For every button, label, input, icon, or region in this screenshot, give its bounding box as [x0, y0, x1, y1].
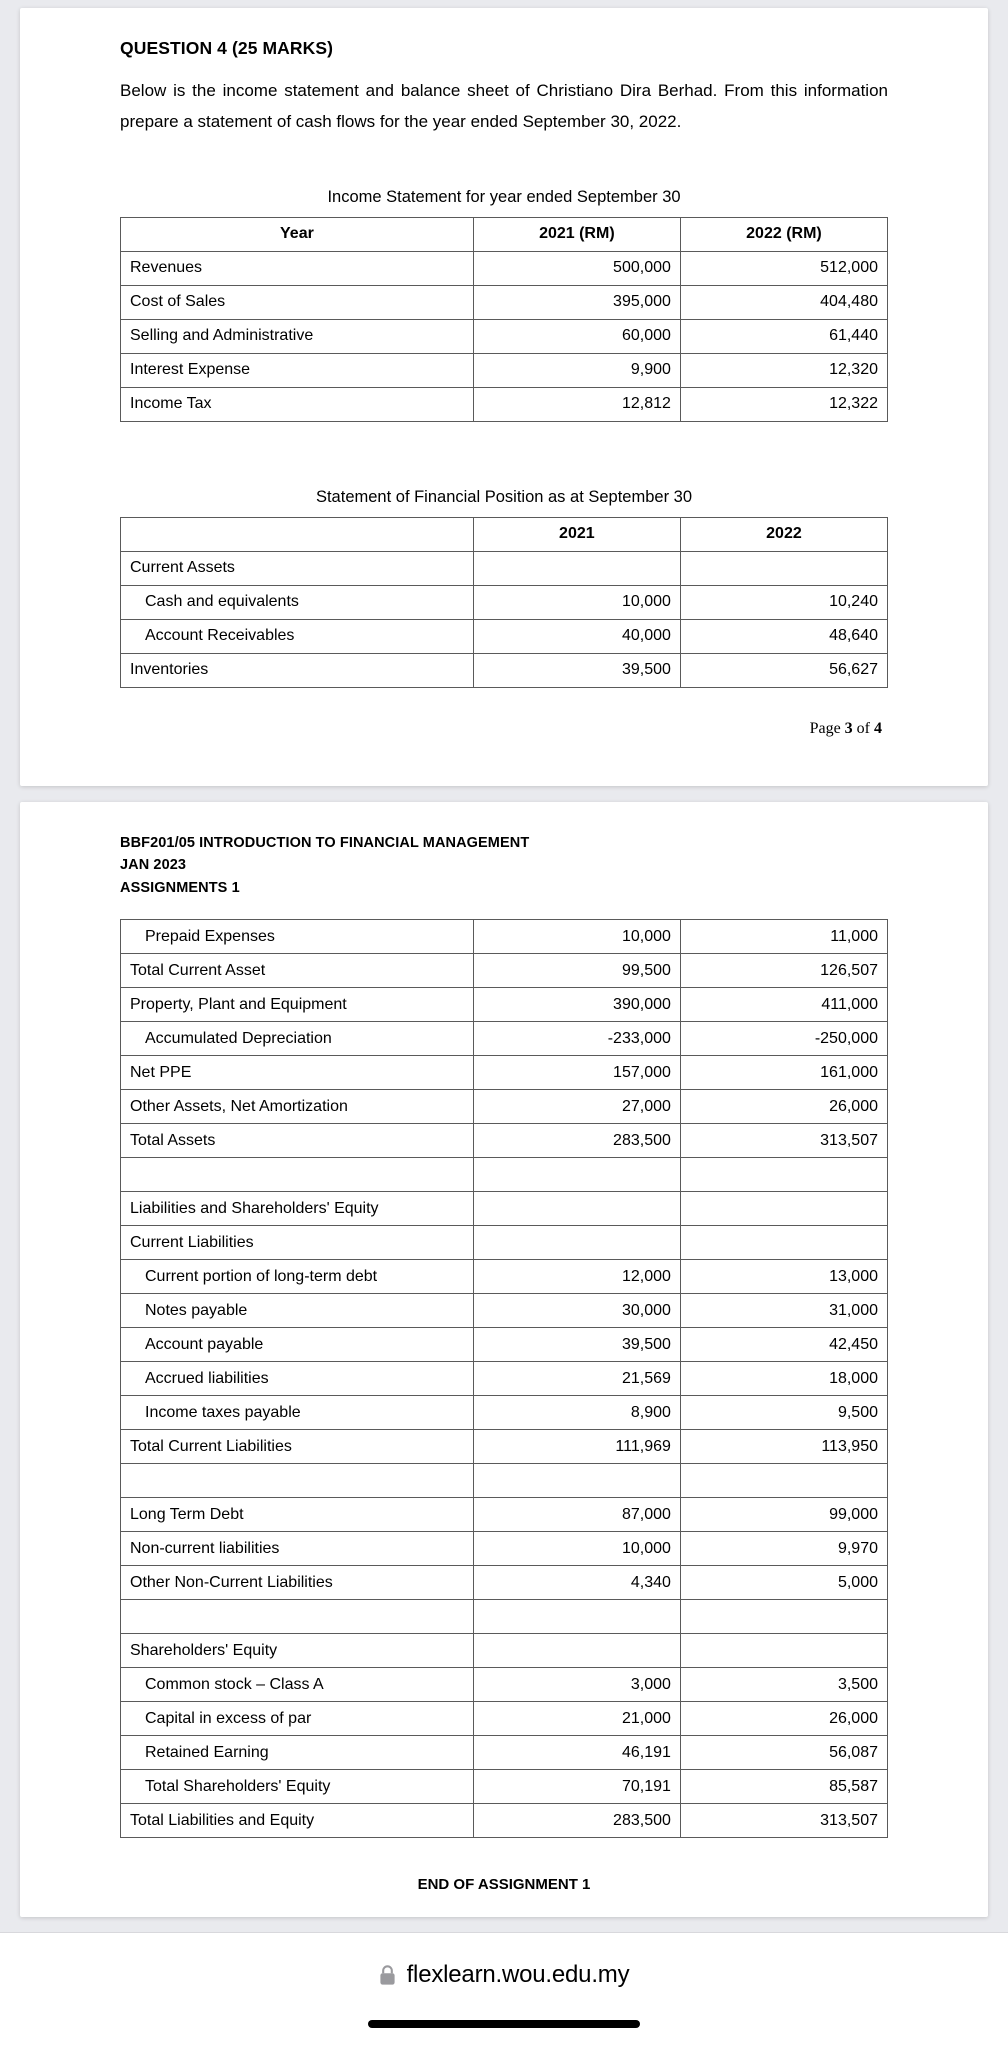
table-row [121, 1702, 888, 1736]
course-code-title: BBF201/05 INTRODUCTION TO FINANCIAL MANAGEMENT [120, 835, 530, 851]
row-value-2021 [473, 551, 680, 585]
table-row [121, 1328, 888, 1362]
table-row [121, 1260, 888, 1294]
table-row [121, 353, 888, 387]
row-value-2022: 5,000 [680, 1566, 887, 1600]
table-row [121, 653, 888, 687]
row-value-2021: 283,500 [473, 1804, 680, 1838]
home-indicator[interactable] [368, 2020, 640, 2028]
row-value-2021: 8,900 [473, 1396, 680, 1430]
document-page-4 [20, 802, 988, 1917]
row-value-2022: 42,450 [680, 1328, 887, 1362]
url-text: flexlearn.wou.edu.my [406, 1961, 630, 1988]
row-value-2021: 4,340 [473, 1566, 680, 1600]
row-label: Common stock – Class A [121, 1668, 474, 1702]
row-value-2021: 500,000 [473, 251, 680, 285]
table-row [121, 1464, 888, 1498]
row-value-2022: 404,480 [680, 285, 887, 319]
row-value-2022: 56,627 [680, 653, 887, 687]
table-row [121, 1396, 888, 1430]
question-body [120, 75, 888, 138]
table-row [121, 1362, 888, 1396]
row-label: Account Receivables [121, 619, 474, 653]
row-value-2022: 48,640 [680, 619, 887, 653]
table-row [121, 319, 888, 353]
row-label: Total Current Liabilities [121, 1430, 474, 1464]
row-value-2021: 10,000 [473, 920, 680, 954]
table-row [121, 1124, 888, 1158]
income-header-2022: 2022 (RM) [680, 217, 887, 251]
question-body-line-2: information prepare a statement of cash flows for the year ended September 30, 2022. [120, 81, 888, 132]
fp-header-2021: 2021 [473, 517, 680, 551]
table-row [121, 1022, 888, 1056]
row-value-2021 [473, 1600, 680, 1634]
row-value-2022: 85,587 [680, 1770, 887, 1804]
table-row [121, 1158, 888, 1192]
row-label: Interest Expense [121, 353, 474, 387]
row-label: Long Term Debt [121, 1498, 474, 1532]
row-value-2021 [473, 1226, 680, 1260]
row-value-2022 [680, 1158, 887, 1192]
table-row [121, 1804, 888, 1838]
table-row [121, 1430, 888, 1464]
row-value-2022: 313,507 [680, 1124, 887, 1158]
row-value-2022 [680, 1464, 887, 1498]
row-value-2022: 3,500 [680, 1668, 887, 1702]
fp-header-blank [121, 517, 474, 551]
lock-icon [379, 1965, 396, 1986]
row-value-2021 [473, 1464, 680, 1498]
table-row [121, 1192, 888, 1226]
row-value-2021: 30,000 [473, 1294, 680, 1328]
row-value-2022: 11,000 [680, 920, 887, 954]
row-label: Income taxes payable [121, 1396, 474, 1430]
row-label: Accumulated Depreciation [121, 1022, 474, 1056]
row-label: Liabilities and Shareholders' Equity [121, 1192, 474, 1226]
row-label: Property, Plant and Equipment [121, 988, 474, 1022]
question-body-line-1: Below is the income statement and balance sheet of Christiano Dira Berhad. From this [120, 81, 798, 100]
assignment-label: ASSIGNMENTS 1 [120, 879, 240, 896]
row-value-2022 [680, 1600, 887, 1634]
row-value-2021: 27,000 [473, 1090, 680, 1124]
page-footer-middle: of [852, 719, 874, 737]
row-value-2022: 10,240 [680, 585, 887, 619]
row-value-2021: 21,000 [473, 1702, 680, 1736]
row-value-2022: 161,000 [680, 1056, 887, 1090]
row-value-2022: 13,000 [680, 1260, 887, 1294]
row-label: Cost of Sales [121, 285, 474, 319]
row-value-2022 [680, 1634, 887, 1668]
row-value-2021: 39,500 [473, 1328, 680, 1362]
fp-header-2022: 2022 [680, 517, 887, 551]
table-row [121, 387, 888, 421]
row-value-2021: 10,000 [473, 585, 680, 619]
table-row [121, 1532, 888, 1566]
row-label: Non-current liabilities [121, 1532, 474, 1566]
table-row [121, 988, 888, 1022]
row-value-2021: 12,000 [473, 1260, 680, 1294]
financial-position-caption: Statement of Financial Position as at September 30 [315, 487, 693, 506]
row-value-2021: 111,969 [473, 1430, 680, 1464]
row-value-2022: 12,322 [680, 387, 887, 421]
row-value-2021 [473, 1192, 680, 1226]
table-row [121, 1090, 888, 1124]
row-value-2021: -233,000 [473, 1022, 680, 1056]
row-label [121, 1464, 474, 1498]
row-label: Selling and Administrative [121, 319, 474, 353]
row-value-2022: -250,000 [680, 1022, 887, 1056]
row-label: Cash and equivalents [121, 585, 474, 619]
row-value-2021: 60,000 [473, 319, 680, 353]
row-value-2021: 283,500 [473, 1124, 680, 1158]
table-row [121, 954, 888, 988]
row-value-2022: 61,440 [680, 319, 887, 353]
table-row [121, 619, 888, 653]
row-label: Current Assets [121, 551, 474, 585]
row-value-2021: 21,569 [473, 1362, 680, 1396]
row-value-2021: 395,000 [473, 285, 680, 319]
table-row [121, 585, 888, 619]
row-label: Current portion of long-term debt [121, 1260, 474, 1294]
row-label: Prepaid Expenses [121, 920, 474, 954]
row-label: Shareholders' Equity [121, 1634, 474, 1668]
row-value-2021 [473, 1634, 680, 1668]
row-value-2022 [680, 1226, 887, 1260]
income-header-year: Year [121, 217, 474, 251]
row-label [121, 1600, 474, 1634]
table-row [121, 1634, 888, 1668]
url-bar[interactable] [379, 1961, 630, 1989]
income-statement-caption: Income Statement for year ended September 30 [327, 187, 681, 206]
table-row [121, 1770, 888, 1804]
row-value-2022: 113,950 [680, 1430, 887, 1464]
income-header-2021: 2021 (RM) [473, 217, 680, 251]
row-value-2022 [680, 1192, 887, 1226]
row-value-2021: 70,191 [473, 1770, 680, 1804]
row-value-2022: 512,000 [680, 251, 887, 285]
page2-course-header [120, 832, 888, 899]
table-header-row [121, 217, 888, 251]
row-value-2021: 12,812 [473, 387, 680, 421]
income-statement-table [120, 217, 888, 422]
row-label: Net PPE [121, 1056, 474, 1090]
row-label: Notes payable [121, 1294, 474, 1328]
row-value-2022: 18,000 [680, 1362, 887, 1396]
row-label: Inventories [121, 653, 474, 687]
row-value-2021: 157,000 [473, 1056, 680, 1090]
course-session: JAN 2023 [120, 857, 187, 874]
table-row [121, 1668, 888, 1702]
row-value-2022: 9,970 [680, 1532, 887, 1566]
row-label: Accrued liabilities [121, 1362, 474, 1396]
end-of-assignment-note: END OF ASSIGNMENT 1 [417, 1876, 591, 1894]
table-row [121, 1736, 888, 1770]
row-value-2022: 313,507 [680, 1804, 887, 1838]
row-value-2022: 26,000 [680, 1090, 887, 1124]
row-label: Total Assets [121, 1124, 474, 1158]
table-row [121, 920, 888, 954]
row-label: Current Liabilities [121, 1226, 474, 1260]
table-row [121, 551, 888, 585]
page-footer [120, 720, 888, 738]
row-value-2021: 40,000 [473, 619, 680, 653]
row-value-2022: 12,320 [680, 353, 887, 387]
row-value-2021: 46,191 [473, 1736, 680, 1770]
row-value-2022: 99,000 [680, 1498, 887, 1532]
row-value-2022: 56,087 [680, 1736, 887, 1770]
row-label: Total Shareholders' Equity [121, 1770, 474, 1804]
browser-bottom-bar [0, 1932, 1008, 2048]
page-footer-total: 4 [874, 719, 882, 737]
row-value-2022: 9,500 [680, 1396, 887, 1430]
page-footer-prefix: Page [809, 719, 845, 737]
row-label: Income Tax [121, 387, 474, 421]
row-value-2022: 126,507 [680, 954, 887, 988]
row-label [121, 1158, 474, 1192]
row-label: Retained Earning [121, 1736, 474, 1770]
row-value-2022: 31,000 [680, 1294, 887, 1328]
row-value-2021: 87,000 [473, 1498, 680, 1532]
table-row [121, 1600, 888, 1634]
table-row [121, 1498, 888, 1532]
row-value-2022: 411,000 [680, 988, 887, 1022]
row-value-2021: 39,500 [473, 653, 680, 687]
row-value-2021 [473, 1158, 680, 1192]
row-label: Revenues [121, 251, 474, 285]
row-value-2022: 26,000 [680, 1702, 887, 1736]
row-value-2022 [680, 551, 887, 585]
table-row [121, 285, 888, 319]
row-label: Other Non-Current Liabilities [121, 1566, 474, 1600]
financial-position-continued-table [120, 919, 888, 1838]
table-header-row [121, 517, 888, 551]
table-row [121, 1056, 888, 1090]
row-label: Account payable [121, 1328, 474, 1362]
row-label: Total Liabilities and Equity [121, 1804, 474, 1838]
table-row [121, 1226, 888, 1260]
table-row [121, 1294, 888, 1328]
page-footer-current: 3 [844, 719, 853, 737]
table-row [121, 251, 888, 285]
row-label: Capital in excess of par [121, 1702, 474, 1736]
row-value-2021: 390,000 [473, 988, 680, 1022]
row-label: Total Current Asset [121, 954, 474, 988]
financial-position-table [120, 517, 888, 688]
question-title: QUESTION 4 (25 MARKS) [120, 38, 334, 58]
row-value-2021: 3,000 [473, 1668, 680, 1702]
table-row [121, 1566, 888, 1600]
row-value-2021: 99,500 [473, 954, 680, 988]
row-value-2021: 10,000 [473, 1532, 680, 1566]
row-value-2021: 9,900 [473, 353, 680, 387]
row-label: Other Assets, Net Amortization [121, 1090, 474, 1124]
document-page-3 [20, 8, 988, 786]
